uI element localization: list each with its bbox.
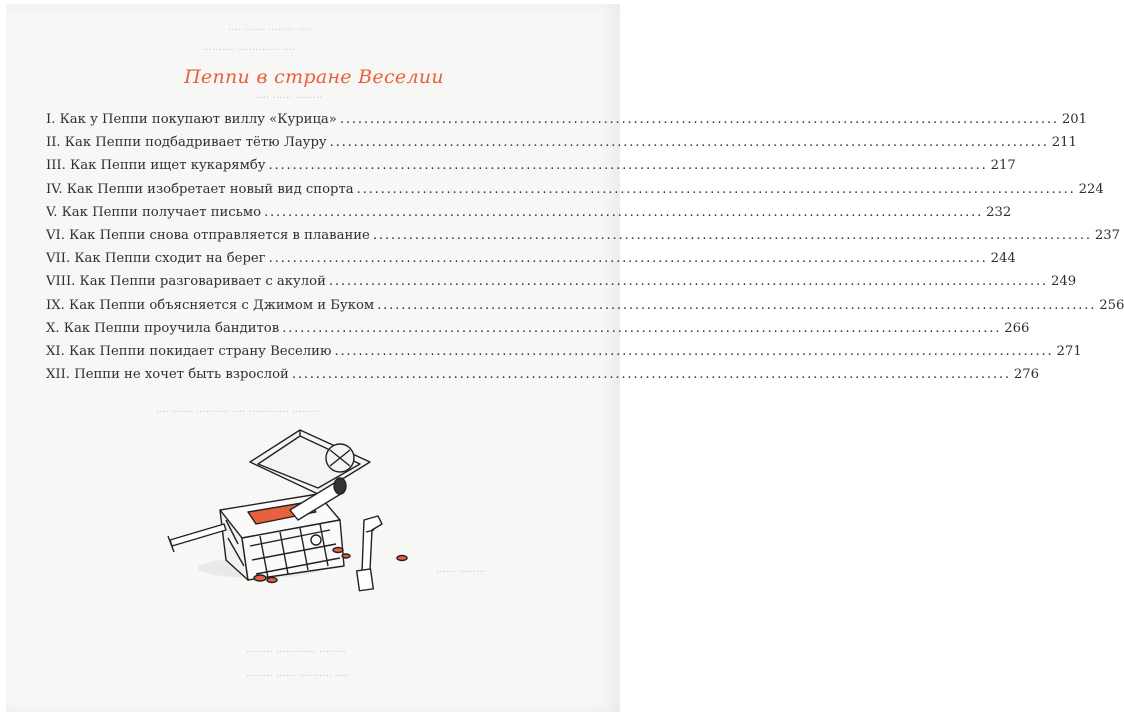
toc-entry (46, 135, 1077, 158)
toc-leader-dots: ........................................................................................................................ (339, 112, 1059, 127)
toc-entry-title: VIII. Как Пеппи разговаривает с акулой (46, 274, 326, 290)
toc-entry (46, 274, 1077, 297)
toc-entry-title: X. Как Пеппи проучила бандитов (46, 320, 280, 336)
toc-page-number: 249 (1050, 274, 1077, 290)
toc-leader-dots: ........................................................................................................................ (264, 204, 984, 220)
toc-page-number: 266 (1004, 320, 1030, 336)
toc-page-number: 232 (986, 204, 1012, 220)
toc-page-number: 201 (1061, 112, 1088, 127)
toc-page-number: 256 (1099, 297, 1124, 313)
toc-entry-title: VII. Как Пеппи сходит на берег (46, 251, 266, 267)
toc-page-number: 276 (1013, 367, 1040, 383)
toc-entry (46, 181, 1104, 205)
toc-entry (46, 158, 1016, 181)
toc-entry-title: V. Как Пеппи получает письмо (46, 204, 262, 220)
toc-entry-title: XII. Пеппи не хочет быть взрослой (46, 367, 289, 383)
toc-leader-dots: ........................................................................................................................ (268, 158, 988, 174)
bleed-through-text: ‥‥‥‥‥ ‥‥‥‥‥‥ ‥‥ (202, 42, 296, 53)
toc-entry (46, 343, 1082, 367)
toc-leader-dots: ........................................................................................................................ (334, 343, 1054, 359)
bleed-through-text: ‥‥ ‥‥‥ ‥‥‥‥‥ ‥‥ ‥‥‥‥‥‥ ‥‥‥‥ (156, 404, 319, 415)
toc-leader-dots: ........................................................................................................................ (329, 135, 1049, 151)
toc-entry (46, 320, 1030, 344)
section-title: Пеппи в стране Веселии (184, 66, 444, 88)
toc-page-number: 244 (990, 251, 1016, 267)
toc-leader-dots: ........................................................................................................................ (377, 297, 1097, 313)
toc-leader-dots: ........................................................................................................................ (268, 251, 988, 267)
toc-leader-dots: ........................................................................................................................ (328, 274, 1048, 290)
bleed-through-text: ‥‥‥‥ ‥‥‥ ‥‥‥‥‥ ‥‥ (246, 668, 349, 679)
toc-leader-dots: ........................................................................................................................ (282, 320, 1002, 336)
toc-page-number: 217 (990, 158, 1016, 174)
toc-page-number: 271 (1056, 343, 1082, 359)
toc-entry-title: VI. Как Пеппи снова отправляется в плавание (46, 227, 370, 243)
toc-page-number: 237 (1094, 227, 1121, 243)
toc-entry-title: XI. Как Пеппи покидает страну Веселию (46, 343, 332, 359)
bleed-through-text: ‥‥‥‥ ‥‥‥‥‥‥ ‥‥‥‥ (246, 644, 346, 655)
toc-leader-dots: ........................................................................................................................ (291, 367, 1011, 383)
toc-page-number: 211 (1051, 135, 1077, 151)
toc-entry (46, 367, 1040, 390)
toc-entry (46, 297, 1124, 321)
toc-entry-title: IV. Как Пеппи изобретает новый вид спорта (46, 181, 354, 197)
bleed-through-text: ‥‥ ‥‥‥ ‥‥‥‥ (256, 90, 323, 101)
toc-entry-title: III. Как Пеппи ищет кукарямбу (46, 158, 266, 174)
bleed-through-text: ‥‥ ‥‥‥ ‥‥‥‥ ‥‥ (228, 22, 311, 33)
table-of-contents (46, 112, 1124, 390)
toc-leader-dots: ........................................................................................................................ (372, 227, 1092, 243)
toc-entry (46, 112, 1088, 135)
toc-leader-dots: ........................................................................................................................ (356, 181, 1076, 197)
toc-entry-title: II. Как Пеппи подбадривает тётю Лауру (46, 135, 327, 151)
toc-entry-title: I. Как у Пеппи покупают виллу «Курица» (46, 112, 337, 127)
toc-entry (46, 227, 1121, 251)
toc-entry-title: IX. Как Пеппи объясняется с Джимом и Буком (46, 297, 375, 313)
bleed-through-text: ‥‥‥ ‥‥‥‥ (436, 564, 486, 575)
treasure-chest-icon (140, 420, 440, 610)
toc-entry (46, 251, 1016, 274)
toc-page-number: 224 (1078, 181, 1104, 197)
toc-entry (46, 204, 1012, 228)
